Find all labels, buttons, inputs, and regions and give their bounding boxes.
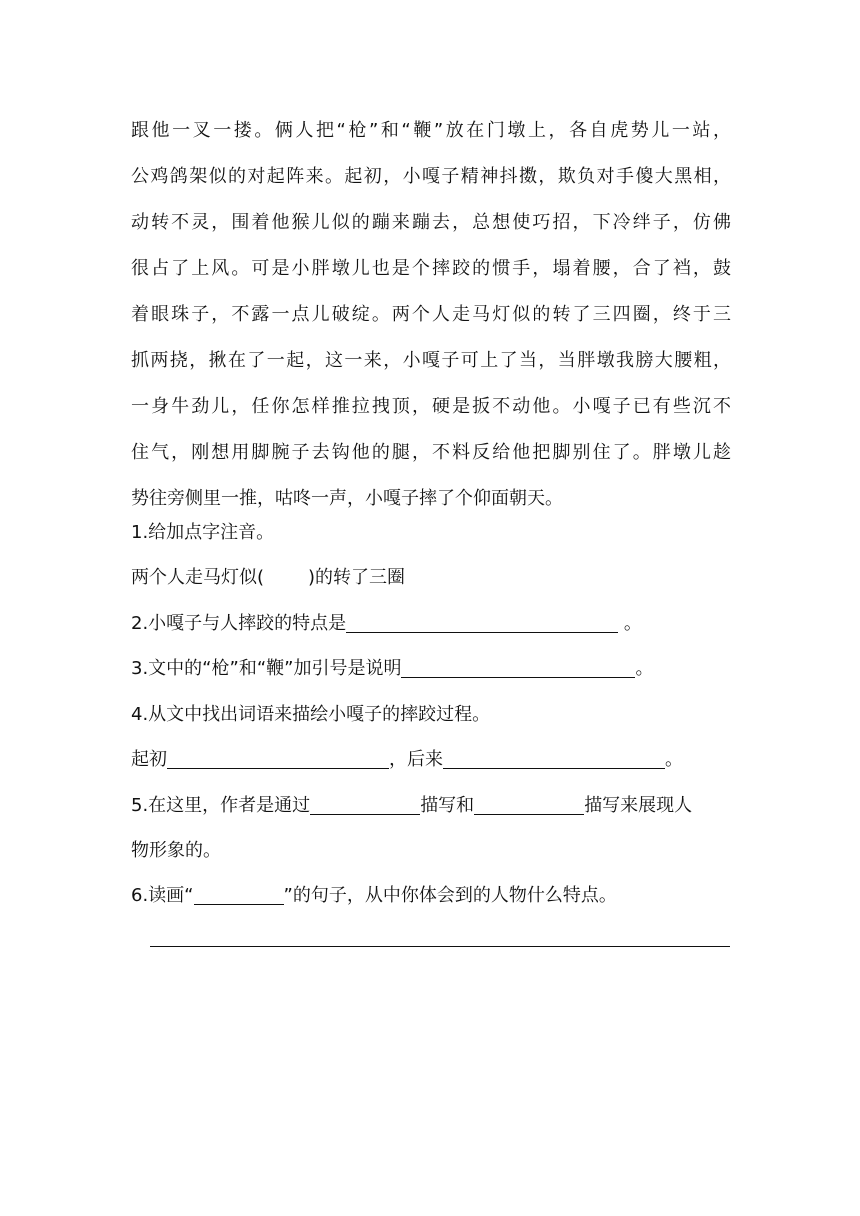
question-6-after: ”的句子，从中你体会到的人物什么特点。: [283, 885, 617, 906]
question-1-item-after: )的转了三圈: [308, 567, 406, 588]
question-1-text: 1.给加点字注音。: [131, 522, 275, 543]
question-6-blank[interactable]: [194, 884, 284, 905]
question-5-after: 描写来展现人: [584, 795, 693, 816]
question-1: [131, 521, 274, 545]
passage-line: 着眼珠子，不露一点儿破绽。两个人走马灯似的转了三四圈，终于三: [131, 304, 731, 325]
question-4: [131, 703, 490, 727]
passage-line: 很占了上风。可是小胖墩儿也是个摔跤的惯手，塌着腰，合了裆，鼓: [131, 258, 731, 279]
question-5-text: 5.在这里，作者是通过: [131, 795, 311, 816]
question-4-part2: ，后来: [389, 749, 443, 770]
question-5: [131, 794, 692, 818]
passage-line: 跟他一叉一搂。俩人把“枪”和“鞭”放在门墩上，各自虎势儿一站，: [131, 120, 731, 141]
passage-line: 公鸡鸽架似的对起阵来。起初，小嘎子精神抖擞，欺负对手傻大黑相，: [131, 166, 731, 187]
passage-line: 动转不灵，围着他猴儿似的蹦来蹦去，总想使巧招，下冷绊子，仿佛: [131, 212, 731, 233]
passage-line: 一身牛劲儿，任你怎样推拉拽顶，硬是扳不动他。小嘎子已有些沉不: [131, 396, 731, 417]
question-4-end: 。: [665, 749, 683, 770]
question-3: [131, 657, 653, 681]
passage-line: 势往旁侧里一推，咕咚一声，小嘎子摔了个仰面朝天。: [131, 488, 563, 509]
question-4-item: [131, 748, 683, 772]
question-3-end: 。: [635, 658, 654, 679]
question-5-continued: [131, 839, 221, 863]
question-4-blank-later[interactable]: [443, 748, 665, 769]
question-2-end: 。: [618, 613, 642, 634]
question-2-text: 2.小嘎子与人摔跤的特点是: [131, 613, 347, 634]
question-4-blank-start[interactable]: [167, 748, 389, 769]
question-3-answer-blank[interactable]: [401, 657, 635, 678]
question-5-middle: 描写和: [420, 795, 475, 816]
question-4-part1: 起初: [131, 749, 167, 770]
question-6-answer-line[interactable]: [150, 946, 730, 947]
question-5-blank-2[interactable]: [474, 794, 584, 815]
passage-line: 抓两挠，揪在了一起，这一来，小嘎子可上了当，当胖墩我膀大腰粗，: [131, 350, 731, 371]
question-4-text: 4.从文中找出词语来描绘小嘎子的摔跤过程。: [131, 704, 491, 725]
question-2-answer-blank[interactable]: [346, 612, 618, 633]
reading-passage: [131, 108, 731, 522]
passage-line: 住气，刚想用脚腕子去钩他的腿，不料反给他把脚别住了。胖墩儿趁: [131, 442, 731, 463]
question-6: [131, 884, 617, 908]
question-1-item-before: 两个人走马灯似(: [131, 567, 265, 588]
question-1-item: [131, 566, 405, 590]
question-2: [131, 612, 642, 636]
question-5-line2: 物形象的。: [131, 840, 221, 861]
question-3-text: 3.文中的“枪”和“鞭”加引号是说明: [131, 658, 402, 679]
question-6-text: 6.读画“: [131, 885, 194, 906]
question-5-blank-1[interactable]: [310, 794, 420, 815]
